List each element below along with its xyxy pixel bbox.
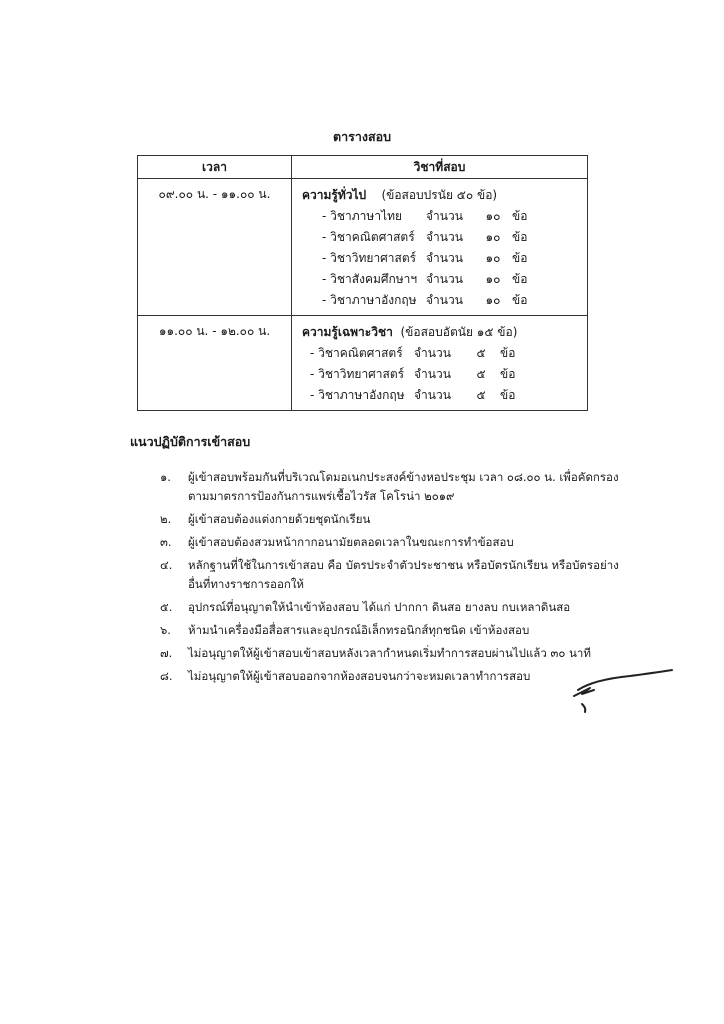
list-item-text: ผู้เข้าสอบพร้อมกันที่บริเวณโดมอเนกประสงค์ข้างหอประชุม เวลา ๐๘.๐๐ น. เพื่อคัดกรองตามมาตรการป้องกันการแพร่เชื้อไวรัส โคโรน่า ๒๐๑๙ xyxy=(188,470,619,503)
list-item xyxy=(160,533,630,552)
subject-count: ๑๐ xyxy=(485,293,501,307)
session-subjects xyxy=(292,179,588,316)
subject-row xyxy=(302,269,587,290)
list-item-text: ผู้เข้าสอบต้องสวมหน้ากากอนามัยตลอดเวลาในขณะการทำข้อสอบ xyxy=(188,535,514,549)
table-header-row xyxy=(138,156,588,179)
subject-count: ๕ xyxy=(476,367,486,381)
list-item xyxy=(160,598,630,617)
header-subject: วิชาที่สอบ xyxy=(292,156,588,179)
subject-unit: ข้อ xyxy=(512,272,528,286)
subject-row xyxy=(302,343,587,364)
session-heading xyxy=(302,321,587,343)
list-item-number: ๗. xyxy=(160,646,173,660)
subject-count-word: จำนวน xyxy=(426,230,463,244)
subject-row xyxy=(302,227,587,248)
subject-count-word: จำนวน xyxy=(426,251,463,265)
session-heading-label: ความรู้เฉพาะวิชา xyxy=(302,325,393,339)
subject-count: ๑๐ xyxy=(485,272,501,286)
subject-count: ๕ xyxy=(476,346,486,360)
subject-row xyxy=(302,364,587,385)
subject-row xyxy=(302,290,587,311)
subject-unit: ข้อ xyxy=(512,209,528,223)
list-item xyxy=(160,556,630,594)
list-item-number: ๓. xyxy=(160,535,172,549)
page-title: ตารางสอบ xyxy=(332,129,392,144)
list-item-text: หลักฐานที่ใช้ในการเข้าสอบ คือ บัตรประจำตัวประชาชน หรือบัตรนักเรียน หรือบัตรอย่างอื่นที่ทางราชการออกให้ xyxy=(188,558,619,591)
session-subjects xyxy=(292,316,588,411)
subject-name: - วิชาภาษาอังกฤษ xyxy=(322,293,417,307)
guidelines-list xyxy=(160,468,630,690)
subject-count: ๑๐ xyxy=(485,209,501,223)
session-time: ๐๙.๐๐ น. - ๑๑.๐๐ น. xyxy=(138,179,292,316)
subject-row xyxy=(302,385,587,406)
list-item-text: ไม่อนุญาตให้ผู้เข้าสอบออกจากห้องสอบจนกว่าจะหมดเวลาทำการสอบ xyxy=(188,669,531,683)
subject-unit: ข้อ xyxy=(500,346,516,360)
guidelines-title: แนวปฏิบัติการเข้าสอบ xyxy=(130,434,251,449)
subject-count-word: จำนวน xyxy=(426,209,463,223)
session-heading-label: ความรู้ทั่วไป xyxy=(302,188,367,202)
subject-unit: ข้อ xyxy=(512,293,528,307)
subject-count-word: จำนวน xyxy=(414,346,451,360)
table-row xyxy=(138,316,588,411)
subject-name: - วิชาวิทยาศาสตร์ xyxy=(322,251,417,265)
list-item-text: ไม่อนุญาตให้ผู้เข้าสอบเข้าสอบหลังเวลากำหนดเริ่มทำการสอบผ่านไปแล้ว ๓๐ นาที xyxy=(188,646,591,660)
list-item-text: ผู้เข้าสอบต้องแต่งกายด้วยชุดนักเรียน xyxy=(188,512,371,526)
list-item-number: ๔. xyxy=(160,558,173,572)
list-item xyxy=(160,468,630,506)
subject-unit: ข้อ xyxy=(500,367,516,381)
list-item-text: อุปกรณ์ที่อนุญาตให้นำเข้าห้องสอบ ได้แก่ ปากกา ดินสอ ยางลบ กบเหลาดินสอ xyxy=(188,600,571,614)
exam-schedule-table xyxy=(137,155,588,411)
subject-name: - วิชาคณิตศาสตร์ xyxy=(322,230,415,244)
session-heading xyxy=(302,184,587,206)
subject-count: ๕ xyxy=(476,388,486,402)
subject-count-word: จำนวน xyxy=(426,293,463,307)
subject-name: - วิชาวิทยาศาสตร์ xyxy=(310,367,405,381)
subject-name: - วิชาภาษาไทย xyxy=(322,209,403,223)
subject-count: ๑๐ xyxy=(485,230,501,244)
subject-row xyxy=(302,206,587,227)
subject-name: - วิชาคณิตศาสตร์ xyxy=(310,346,403,360)
subject-count-word: จำนวน xyxy=(426,272,463,286)
subject-count-word: จำนวน xyxy=(414,367,451,381)
list-item xyxy=(160,621,630,640)
subject-unit: ข้อ xyxy=(512,230,528,244)
list-item-number: ๘. xyxy=(160,669,173,683)
subject-count-word: จำนวน xyxy=(414,388,451,402)
signature-mark xyxy=(560,660,680,720)
table-row xyxy=(138,179,588,316)
header-time: เวลา xyxy=(138,156,292,179)
subject-count: ๑๐ xyxy=(485,251,501,265)
list-item-number: ๒. xyxy=(160,512,172,526)
session-time: ๑๑.๐๐ น. - ๑๒.๐๐ น. xyxy=(138,316,292,411)
subject-unit: ข้อ xyxy=(512,251,528,265)
list-item-number: ๑. xyxy=(160,470,171,484)
session-heading-note: (ข้อสอบอัตนัย ๑๕ ข้อ) xyxy=(400,325,518,339)
subject-name: - วิชาภาษาอังกฤษ xyxy=(310,388,405,402)
subject-row xyxy=(302,248,587,269)
list-item-number: ๕. xyxy=(160,600,173,614)
list-item-number: ๖. xyxy=(160,623,171,637)
list-item-text: ห้ามนำเครื่องมือสื่อสารและอุปกรณ์อิเล็กทรอนิกส์ทุกชนิด เข้าห้องสอบ xyxy=(188,623,530,637)
session-heading-note: (ข้อสอบปรนัย ๕๐ ข้อ) xyxy=(381,188,498,202)
list-item xyxy=(160,510,630,529)
subject-name: - วิชาสังคมศึกษาฯ xyxy=(322,272,418,286)
subject-unit: ข้อ xyxy=(500,388,516,402)
